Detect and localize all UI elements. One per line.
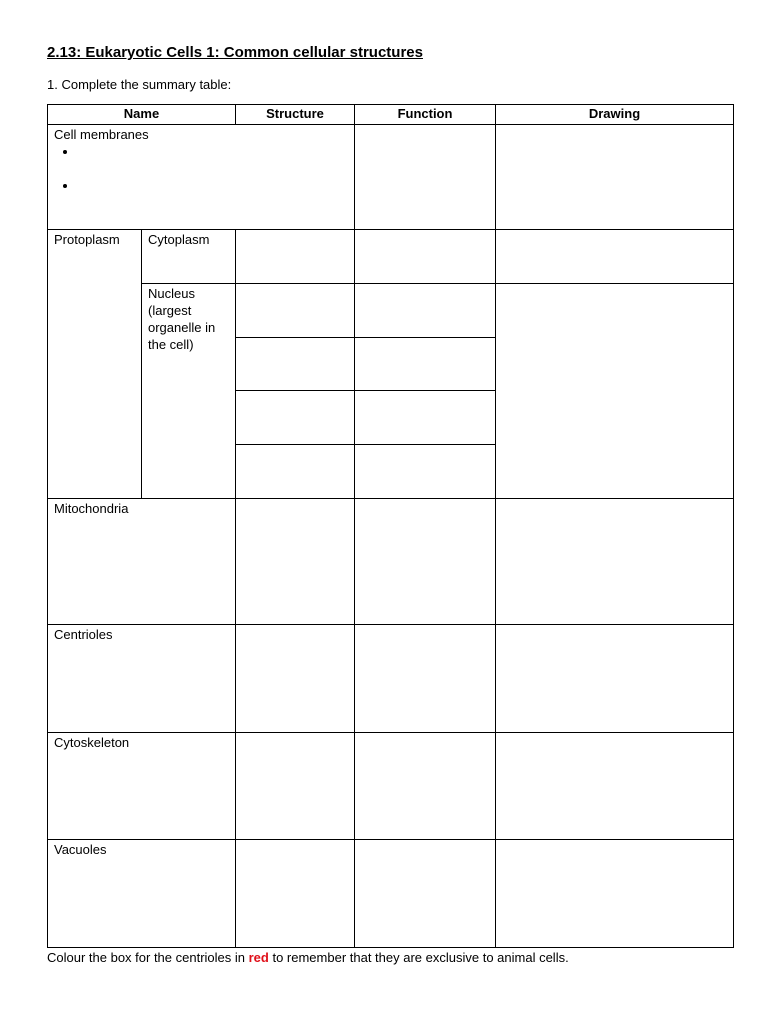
cytoplasm-drawing-cell[interactable] [496, 230, 734, 284]
footnote-before: Colour the box for the centrioles in [47, 950, 249, 965]
nucleus-structure-cell-3[interactable] [236, 391, 355, 445]
header-structure: Structure [236, 105, 355, 125]
nucleus-structure-cell-4[interactable] [236, 445, 355, 499]
centrioles-name-cell[interactable] [48, 625, 236, 733]
table-row-cell-membranes [48, 125, 734, 230]
cell-membranes-function-cell[interactable] [355, 125, 496, 230]
cytoskeleton-label: Cytoskeleton [54, 735, 130, 750]
cytoplasm-structure-cell[interactable] [236, 230, 355, 284]
protoplasm-name-cell [48, 230, 142, 499]
nucleus-structure-cell-1[interactable] [236, 284, 355, 338]
mitochondria-structure-cell[interactable] [236, 499, 355, 625]
nucleus-name-cell [142, 284, 236, 499]
nucleus-drawing-cell[interactable] [496, 284, 734, 499]
vacuoles-drawing-cell[interactable] [496, 840, 734, 948]
nucleus-function-cell-1[interactable] [355, 284, 496, 338]
mitochondria-label: Mitochondria [54, 501, 129, 516]
mitochondria-name-cell [48, 499, 236, 625]
vacuoles-function-cell[interactable] [355, 840, 496, 948]
cell-membranes-label: Cell membranes [54, 127, 149, 142]
cytoplasm-name-cell [142, 230, 236, 284]
table-header-row [48, 105, 734, 125]
table-row-vacuoles [48, 840, 734, 948]
table-row-centrioles [48, 625, 734, 733]
cytoskeleton-drawing-cell[interactable] [496, 733, 734, 840]
table-row-cytoplasm [48, 230, 734, 284]
table-row-cytoskeleton [48, 733, 734, 840]
instruction-text: 1. Complete the summary table: [47, 77, 232, 92]
bullet-item [78, 143, 354, 160]
mitochondria-function-cell[interactable] [355, 499, 496, 625]
nucleus-label: Nucleus (largest organelle in the cell) [148, 286, 216, 352]
cytoskeleton-name-cell [48, 733, 236, 840]
centrioles-structure-cell[interactable] [236, 625, 355, 733]
footnote-text [47, 950, 569, 965]
table-row-nucleus-1 [48, 284, 734, 338]
centrioles-label: Centrioles [54, 627, 113, 642]
nucleus-function-cell-2[interactable] [355, 338, 496, 391]
footnote-highlight-red: red [248, 950, 269, 965]
cytoplasm-label: Cytoplasm [148, 232, 210, 247]
vacuoles-label: Vacuoles [54, 842, 107, 857]
centrioles-drawing-cell[interactable] [496, 625, 734, 733]
cell-membranes-name-cell[interactable] [48, 125, 355, 230]
nucleus-function-cell-4[interactable] [355, 445, 496, 499]
cytoplasm-function-cell[interactable] [355, 230, 496, 284]
summary-table [47, 104, 734, 948]
header-function: Function [355, 105, 496, 125]
nucleus-structure-cell-2[interactable] [236, 338, 355, 391]
vacuoles-structure-cell[interactable] [236, 840, 355, 948]
page-title: 2.13: Eukaryotic Cells 1: Common cellular structures [47, 44, 423, 61]
mitochondria-drawing-cell[interactable] [496, 499, 734, 625]
header-name: Name [48, 105, 236, 125]
nucleus-function-cell-3[interactable] [355, 391, 496, 445]
protoplasm-label: Protoplasm [54, 232, 120, 247]
header-drawing: Drawing [496, 105, 734, 125]
cytoskeleton-function-cell[interactable] [355, 733, 496, 840]
cell-membranes-bullet-list [48, 143, 354, 194]
bullet-item [78, 177, 354, 194]
footnote-after: to remember that they are exclusive to animal cells. [268, 950, 569, 965]
vacuoles-name-cell [48, 840, 236, 948]
table-row-mitochondria [48, 499, 734, 625]
cell-membranes-drawing-cell[interactable] [496, 125, 734, 230]
cytoskeleton-structure-cell[interactable] [236, 733, 355, 840]
centrioles-function-cell[interactable] [355, 625, 496, 733]
